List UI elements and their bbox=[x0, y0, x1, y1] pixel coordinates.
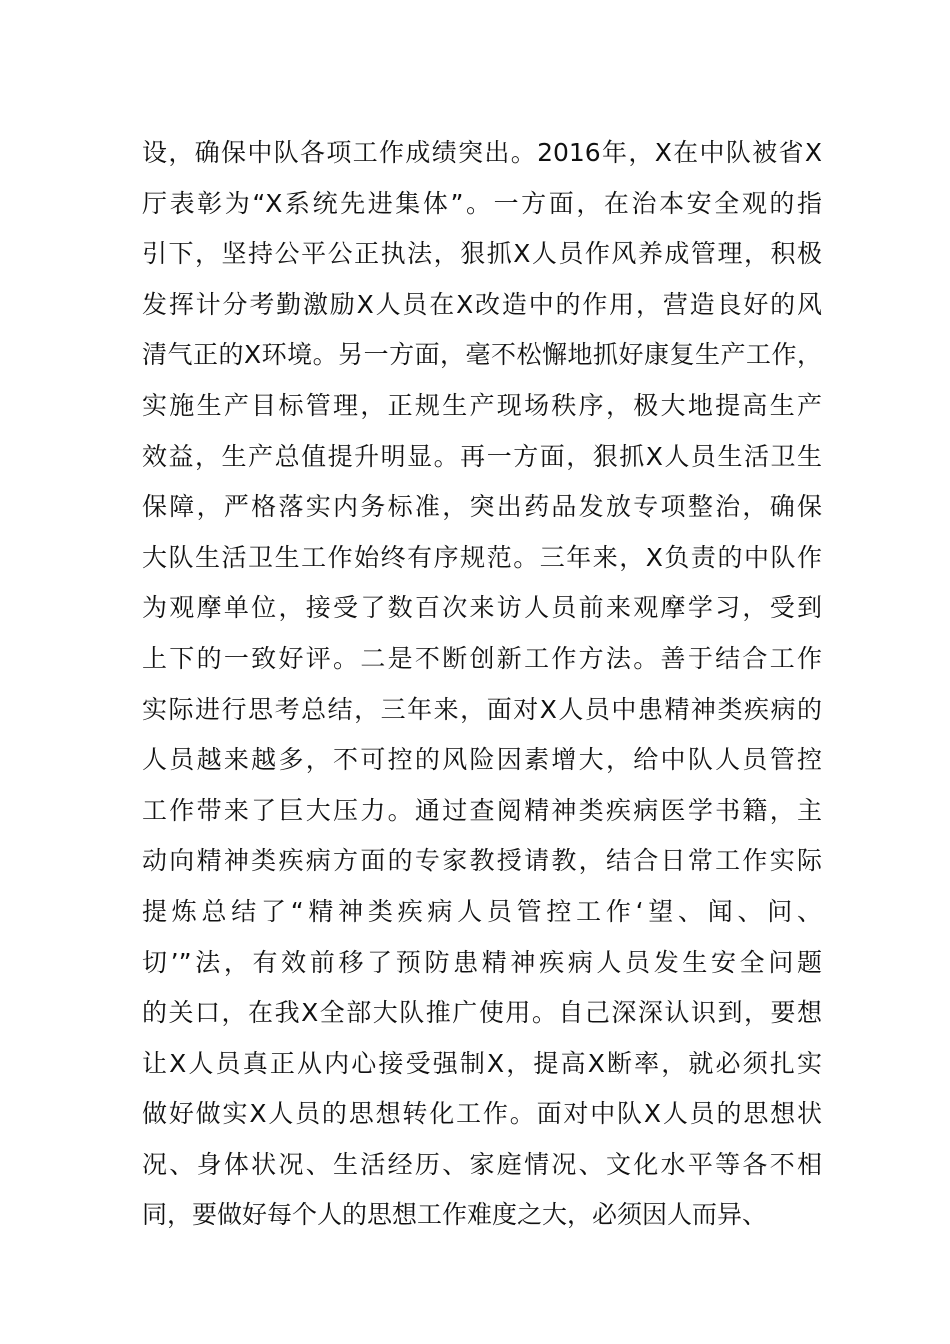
text-line-5: 清气正的X环境。另一方面，毫不松懈地抓好康复生产工作， bbox=[142, 340, 822, 370]
text-line-18: 的关口，在我X全部大队推广使用。自己深深认识到，要想 bbox=[142, 998, 822, 1028]
text-line-19: 让X人员真正从内心接受强制X，提高X断率，就必须扎实 bbox=[142, 1048, 822, 1078]
text-line-7: 效益，生产总值提升明显。再一方面，狠抓X人员生活卫生 bbox=[142, 441, 822, 471]
text-line-3: 引下，坚持公平公正执法，狠抓X人员作风养成管理，积极 bbox=[142, 239, 822, 269]
text-line-16: 提炼总结了“精神类疾病人员管控工作‘望、闻、问、 bbox=[142, 896, 822, 926]
text-line-14: 工作带来了巨大压力。通过查阅精神类疾病医学书籍，主 bbox=[142, 795, 822, 825]
text-line-13: 人员越来越多，不可控的风险因素增大，给中队人员管控 bbox=[142, 745, 822, 775]
text-line-15: 动向精神类疾病方面的专家教授请教，结合日常工作实际 bbox=[142, 846, 822, 876]
text-line-12: 实际进行思考总结，三年来，面对X人员中患精神类疾病的 bbox=[142, 694, 822, 724]
text-line-10: 为观摩单位，接受了数百次来访人员前来观摩学习，受到 bbox=[142, 593, 822, 623]
text-line-17: 切’”法，有效前移了预防患精神疾病人员发生安全问题 bbox=[142, 947, 822, 977]
text-line-21: 况、身体状况、生活经历、家庭情况、文化水平等各不相 bbox=[142, 1149, 822, 1179]
body-paragraph bbox=[142, 128, 822, 1241]
text-line-9: 大队生活卫生工作始终有序规范。三年来，X负责的中队作 bbox=[142, 542, 822, 572]
text-line-1: 设，确保中队各项工作成绩突出。2016年，X在中队被省X bbox=[142, 138, 822, 167]
text-line-22: 同，要做好每个人的思想工作难度之大，必须因人而异、 bbox=[142, 1200, 768, 1230]
text-line-8: 保障，严格落实内务标准，突出药品发放专项整治，确保 bbox=[142, 492, 822, 522]
text-line-20: 做好做实X人员的思想转化工作。面对中队X人员的思想状 bbox=[142, 1099, 822, 1129]
text-line-6: 实施生产目标管理，正规生产现场秩序，极大地提高生产 bbox=[142, 390, 822, 420]
text-line-11: 上下的一致好评。二是不断创新工作方法。善于结合工作 bbox=[142, 643, 822, 673]
text-line-4: 发挥计分考勤激励X人员在X改造中的作用，营造良好的风 bbox=[142, 289, 822, 319]
text-line-2: 厅表彰为“X系统先进集体”。一方面，在治本安全观的指 bbox=[142, 188, 822, 218]
